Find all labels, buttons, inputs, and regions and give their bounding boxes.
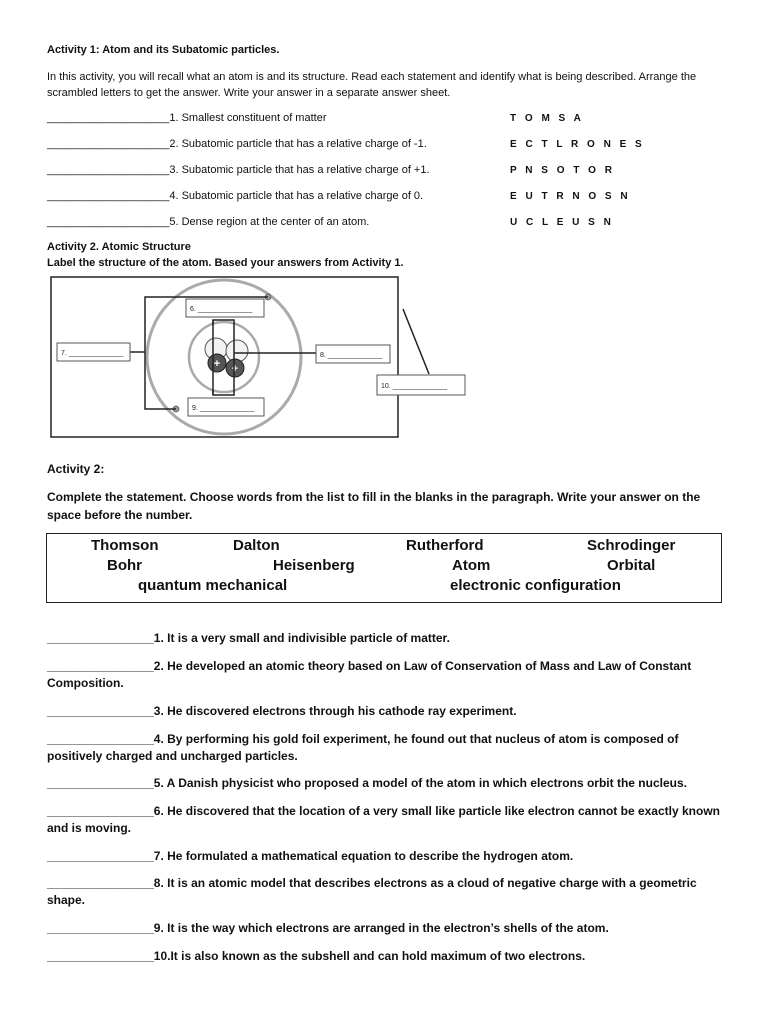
word-list-box (46, 533, 722, 603)
activity2b-item-3: ________________3. He discovered electrons through his cathode ray experiment. (47, 704, 517, 718)
scrambled-word-4: E U T R N O S N (510, 191, 631, 202)
plus-sign: + (231, 363, 239, 375)
plus-sign: + (213, 358, 221, 370)
activity1-title: Activity 1: Atom and its Subatomic particles. (47, 44, 280, 56)
word-rutherford: Rutherford (406, 537, 484, 554)
leader-line-10 (403, 309, 429, 374)
activity2a-instruction: Label the structure of the atom. Based your answers from Activity 1. (47, 257, 404, 269)
label-6: 6. ______________ (190, 306, 253, 313)
neutron-circle (226, 340, 248, 362)
label-10: 10. ______________ (381, 383, 448, 390)
activity2b-item-4: ________________4. By performing his gold foil experiment, he found out that nucleus of atom is composed of positively charged and uncharged particles. (47, 732, 679, 763)
word-orbital: Orbital (607, 557, 656, 574)
word-dalton: Dalton (233, 537, 280, 554)
scrambled-word-5: U C L E U S N (510, 217, 614, 228)
activity2b-item-5: ________________5. A Danish physicist who proposed a model of the atom in which electrons orbit the nucleus. (47, 776, 687, 790)
activity2b-item-8: ________________8. It is an atomic model that describes electrons as a cloud of negative charge with a geometric shape. (47, 876, 697, 907)
word-atom: Atom (452, 557, 491, 574)
activity2b-title: Activity 2: (47, 462, 105, 476)
activity2b-item-7: ________________7. He formulated a mathematical equation to describe the hydrogen atom. (47, 849, 574, 863)
word-electronic-configuration: electronic configuration (450, 577, 621, 594)
label-8: 8. ______________ (320, 352, 383, 359)
activity1-item-1: ____________________1. Smallest constituent of matter (47, 112, 327, 124)
activity1-item-4: ____________________4. Subatomic particle that has a relative charge of 0. (47, 190, 424, 202)
activity2b-item-10: ________________10.It is also known as the subshell and can hold maximum of two electrons. (47, 949, 586, 963)
activity1-item-5: ____________________5. Dense region at the center of an atom. (47, 216, 370, 228)
activity2b-item-1: ________________1. It is a very small and indivisible particle of matter. (47, 631, 450, 645)
activity1-item-2: ____________________2. Subatomic particle that has a relative charge of -1. (47, 138, 427, 150)
scrambled-word-2: E C T L R O N E S (510, 139, 645, 150)
word-bohr: Bohr (107, 557, 142, 574)
word-quantum-mechanical: quantum mechanical (138, 577, 288, 594)
activity1-item-3: ____________________3. Subatomic particle that has a relative charge of +1. (47, 164, 430, 176)
scrambled-word-3: P N S O T O R (510, 165, 615, 176)
word-schrodinger: Schrodinger (587, 537, 676, 554)
word-thomson: Thomson (91, 537, 159, 554)
activity2a-title: Activity 2. Atomic Structure (47, 241, 191, 253)
activity2b-item-2: ________________2. He developed an atomic theory based on Law of Conservation of Mass and Law of Constant Composition. (47, 659, 692, 690)
activity1-intro: In this activity, you will recall what an atom is and its structure. Read each statement and identify what is being described. Arrange the scrambled letters to get the answer. Write your answer in a separate answer sheet. (47, 71, 697, 99)
word-heisenberg: Heisenberg (273, 557, 355, 574)
label-9: 9. ______________ (192, 405, 255, 412)
label-7: 7. ______________ (61, 350, 124, 357)
activity2b-item-6: ________________6. He discovered that the location of a very small like particle like electron cannot be exactly known and is moving. (47, 804, 720, 835)
scrambled-word-1: T O M S A (510, 113, 584, 124)
atom-diagram (0, 0, 768, 450)
activity2b-item-9: ________________9. It is the way which electrons are arranged in the electron’s shells of the atom. (47, 921, 609, 935)
activity2b-instruction: Complete the statement. Choose words from the list to fill in the blanks in the paragraph. Write your answer on the space before the number. (47, 490, 701, 522)
